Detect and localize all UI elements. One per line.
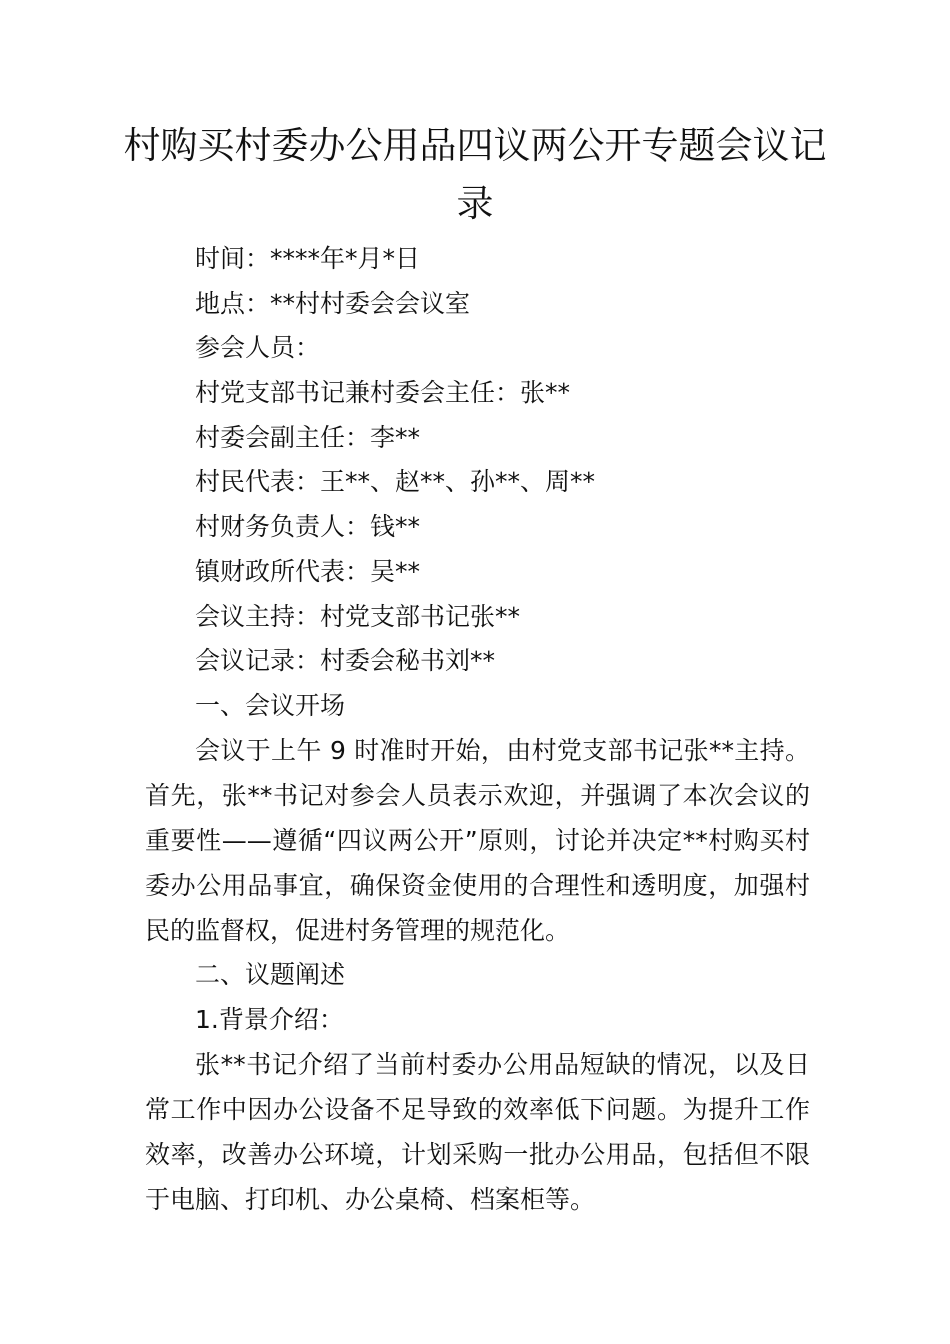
attendee-villager-representatives: 村民代表：王**、赵**、孙**、周** <box>195 467 596 497</box>
meeting-recorder: 会议记录：村委会秘书刘** <box>195 646 496 676</box>
meeting-time: 时间：****年*月*日 <box>195 244 421 273</box>
attendees-label: 参会人员： <box>195 333 321 363</box>
document-title: 村购买村委办公用品四议两公开专题会议记录 <box>123 124 827 225</box>
background-paragraph: 张**书记介绍了当前村委办公用品短缺的情况，以及日常工作中因办公设备不足导致的效率低下问题。为提升工作效率，改善办公环境，计划采购一批办公用品，包括但不限于电脑、打印机、办公桌椅、档案柜等。 <box>145 1050 810 1214</box>
opening-paragraph: 会议于上午 9 时准时开始，由村党支部书记张**主持。首先，张**书记对参会人员表示欢迎，并强调了本次会议的重要性——遵循“四议两公开”原则，讨论并决定**村购买村委办公用品事宜，确保资金使用的合理性和透明度，加强村民的监督权，促进村务管理的规范化。 <box>145 736 810 945</box>
section-two-heading: 二、议题阐述 <box>195 960 346 989</box>
meeting-location: 地点：**村村委会会议室 <box>195 288 471 318</box>
background-subsection-heading: 1.背景介绍： <box>195 1005 344 1034</box>
section-one-heading: 一、会议开场 <box>195 690 346 720</box>
attendee-deputy-director: 村委会副主任：李** <box>195 422 421 452</box>
meeting-info-list <box>195 236 835 728</box>
attendee-town-finance-representative: 镇财政所代表：吴** <box>195 556 421 586</box>
attendee-finance-manager: 村财务负责人：钱** <box>195 512 421 542</box>
attendee-secretary-director: 村党支部书记兼村委会主任：张** <box>195 378 571 408</box>
meeting-host: 会议主持：村党支部书记张** <box>195 601 521 631</box>
